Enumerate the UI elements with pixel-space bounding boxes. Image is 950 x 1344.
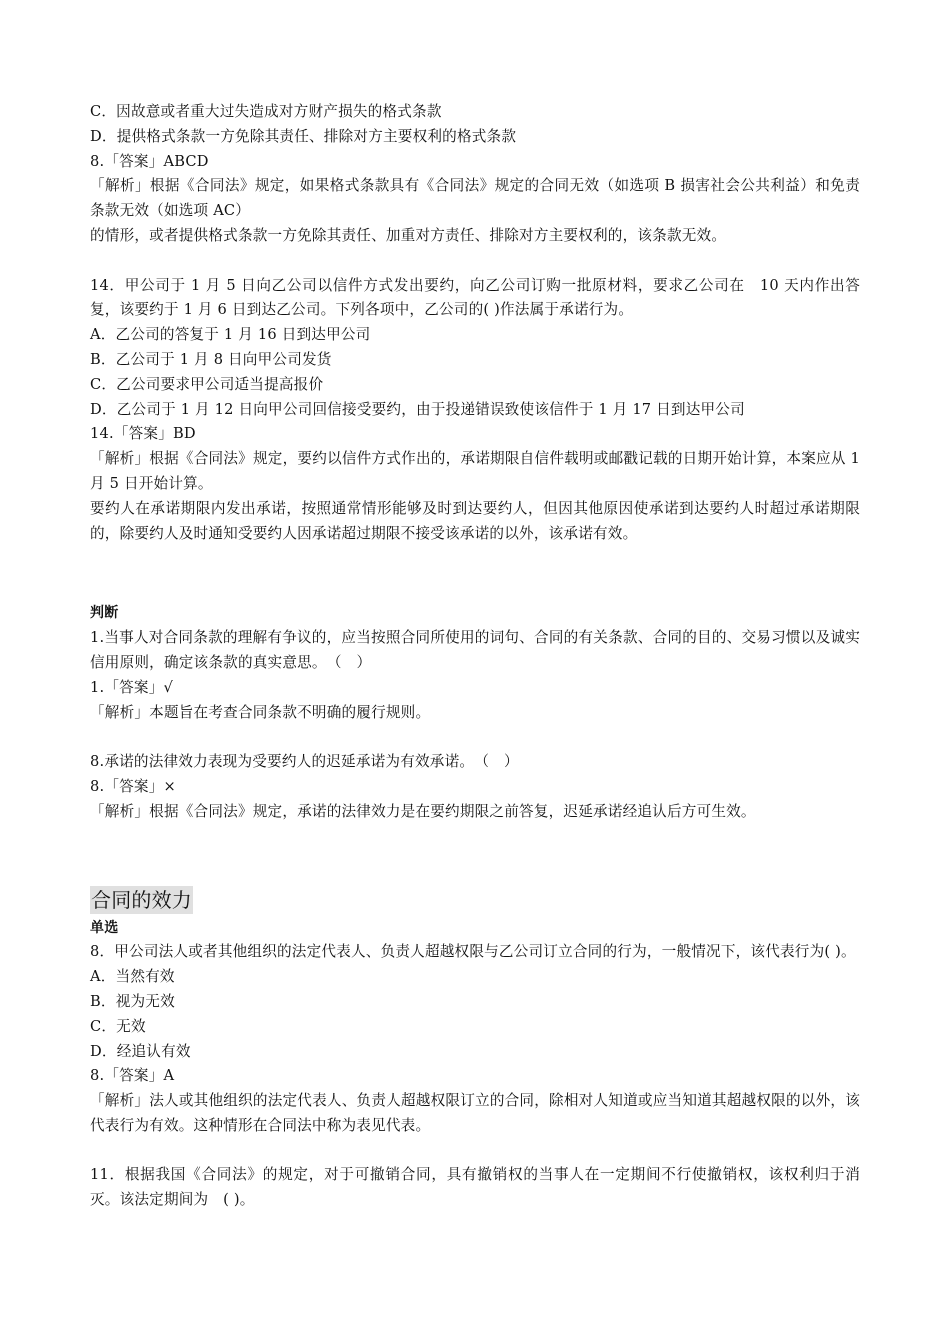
answer: 8.「答案」A <box>90 1067 175 1085</box>
question-14: 14．甲公司于 1 月 5 日向乙公司以信件方式发出要约，向乙公司订购一批原材料，要求乙公司在 10 天内作出答复，该要约于 1 月 6 日到达乙公司。下列各项中，乙公司的( )作法属于承诺行为。 <box>90 276 860 319</box>
answer: 8.「答案」× <box>90 777 176 795</box>
option-d: D．经追认有效 <box>90 1042 191 1060</box>
analysis: 「解析」法人或其他组织的法定代表人、负责人超越权限订立的合同，除相对人知道或应当知道其超越权限的以外，该代表行为有效。这种情形在合同法中称为表见代表。 <box>90 1092 860 1134</box>
option-c: C．乙公司要求甲公司适当提高报价 <box>90 375 324 393</box>
question-8: 8．甲公司法人或者其他组织的法定代表人、负责人超越权限与乙公司订立合同的行为，一般情况下，该代表行为( )。 <box>90 943 856 961</box>
analysis-continued: 的情形，或者提供格式条款一方免除其责任、加重对方责任、排除对方主要权利的，该条款无效。 <box>90 226 727 244</box>
option-d: D．乙公司于 1 月 12 日向甲公司回信接受要约，由于投递错误致使该信件于 1 月 17 日到达甲公司 <box>90 400 745 418</box>
option-d: D．提供格式条款一方免除其责任、排除对方主要权利的格式条款 <box>90 127 517 145</box>
option-c: C．无效 <box>90 1017 146 1035</box>
question-11: 11．根据我国《合同法》的规定，对于可撤销合同，具有撤销权的当事人在一定期间不行使撤销权，该权利归于消灭。该法定期间为 ( )。 <box>90 1166 860 1209</box>
answer: 8.「答案」ABCD <box>90 152 209 170</box>
analysis: 「解析」本题旨在考查合同条款不明确的履行规则。 <box>90 703 431 721</box>
single-choice-heading: 单选 <box>90 919 119 936</box>
analysis-continued: 要约人在承诺期限内发出承诺，按照通常情形能够及时到达要约人，但因其他原因使承诺到达要约人时超过承诺期限的，除要约人及时通知受要约人因承诺超过期限不接受该承诺的以外，该承诺有效。 <box>90 499 860 542</box>
answer: 1.「答案」√ <box>90 678 173 696</box>
answer: 14.「答案」BD <box>90 425 196 443</box>
analysis: 「解析」根据《合同法》规定，承诺的法律效力是在要约期限之前答复，迟延承诺经追认后方可生效。 <box>90 802 756 820</box>
section-title: 合同的效力 <box>91 887 192 912</box>
judgment-question-1: 1.当事人对合同条款的理解有争议的，应当按照合同所使用的词句、合同的有关条款、合同的目的、交易习惯以及诚实信用原则，确定该条款的真实意思。 （ ） <box>90 629 860 671</box>
option-b: B．视为无效 <box>90 992 175 1010</box>
option-a: A．乙公司的答复于 1 月 16 日到达甲公司 <box>90 326 371 344</box>
analysis: 「解析」根据《合同法》规定，如果格式条款具有《合同法》规定的合同无效（如选项 B 损害社会公共利益）和免责条款无效（如选项 AC） <box>90 177 860 220</box>
option-b: B．乙公司于 1 月 8 日向甲公司发货 <box>90 350 332 368</box>
analysis: 「解析」根据《合同法》规定，要约以信件方式作出的，承诺期限自信件载明或邮戳记载的日期开始计算，本案应从 1 月 5 日开始计算。 <box>90 450 860 492</box>
judgment-heading: 判断 <box>90 605 119 622</box>
option-c: C．因故意或者重大过失造成对方财产损失的格式条款 <box>90 103 442 120</box>
option-a: A．当然有效 <box>90 968 175 986</box>
document-page <box>90 100 860 1213</box>
judgment-question-8: 8.承诺的法律效力表现为受要约人的迟延承诺为有效承诺。 （ ） <box>90 753 519 771</box>
